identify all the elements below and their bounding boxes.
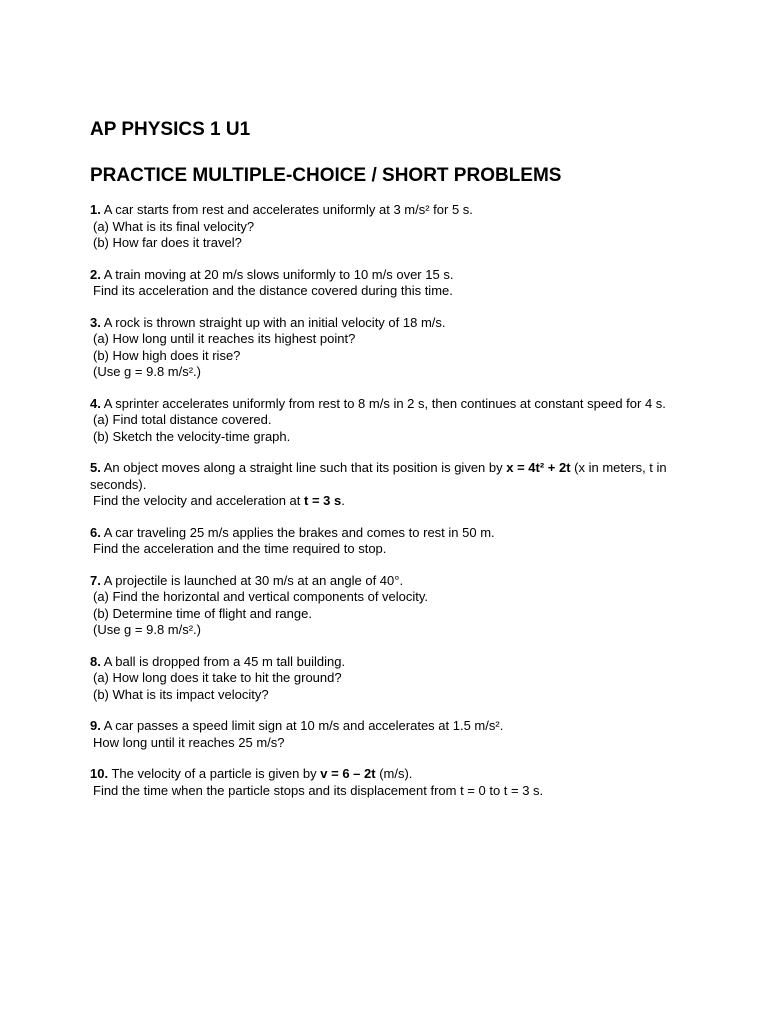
problem-stem	[90, 202, 690, 219]
problem-text: A rock is thrown straight up with an initial velocity of 18 m/s.	[100, 314, 446, 330]
problem-5	[90, 460, 690, 510]
problem-subpart: (Use g = 9.8 m/s².)	[93, 622, 201, 637]
problem-stem	[90, 766, 690, 783]
problem-2	[90, 267, 690, 300]
problem-subpart: (b) Determine time of flight and range.	[93, 605, 312, 621]
problem-number: 6.	[90, 524, 101, 540]
problem-7	[90, 573, 690, 639]
problem-subpart: Find the time when the particle stops and its displacement from t = 0 to t = 3 s.	[93, 782, 544, 798]
problem-number: 7.	[90, 572, 101, 588]
problem-subpart: Find its acceleration and the distance covered during this time.	[93, 283, 453, 298]
problem-subpart: (b) How high does it rise?	[93, 347, 241, 363]
problem-text: Find the velocity and acceleration at	[93, 493, 305, 508]
document-subtitle: PRACTICE MULTIPLE-CHOICE / SHORT PROBLEMS	[90, 165, 562, 186]
problem-number: 3.	[90, 314, 101, 330]
problem-text: A ball is dropped from a 45 m tall building.	[100, 653, 346, 669]
equation: v = 6 – 2t	[320, 766, 376, 781]
problem-number: 8.	[90, 653, 101, 669]
problem-text: An object moves along a straight line such that its position is given by	[100, 460, 507, 475]
problem-subpart: (b) Sketch the velocity-time graph.	[93, 428, 291, 444]
problem-stem	[90, 460, 690, 493]
problem-text: A car passes a speed limit sign at 10 m/s and accelerates at 1.5 m/s².	[100, 718, 504, 733]
problem-text: (m/s).	[375, 766, 413, 781]
problem-number: 4.	[90, 395, 101, 411]
problem-subpart: (a) How long does it take to hit the ground?	[93, 670, 342, 685]
problem-subpart: (a) Find total distance covered.	[93, 412, 272, 427]
problem-subpart: (a) Find the horizontal and vertical components of velocity.	[93, 589, 429, 604]
problem-subpart: How long until it reaches 25 m/s?	[93, 734, 285, 750]
document-content	[90, 118, 690, 814]
problem-stem	[90, 267, 690, 284]
problem-list	[90, 202, 690, 799]
equation: t = 3 s	[304, 493, 342, 508]
problem-subpart: (a) How long until it reaches its highest point?	[93, 331, 356, 346]
problem-number: 10.	[90, 766, 109, 781]
problem-stem	[90, 573, 690, 590]
problem-text: A sprinter accelerates uniformly from rest to 8 m/s in 2 s, then continues at constant speed for 4 s.	[100, 395, 666, 411]
problem-number: 5.	[90, 460, 101, 475]
problem-6	[90, 525, 690, 558]
problem-subpart: Find the acceleration and the time required to stop.	[93, 541, 387, 556]
equation: x = 4t² + 2t	[506, 460, 571, 475]
problem-text: (x in meters, t in seconds).	[90, 460, 667, 492]
problem-number: 2.	[90, 266, 101, 282]
problem-stem	[90, 718, 690, 735]
problem-text: The velocity of a particle is given by	[108, 766, 321, 781]
problem-3	[90, 315, 690, 381]
problem-stem	[90, 315, 690, 332]
problem-subpart: (b) How far does it travel?	[93, 235, 242, 250]
problem-text: A car starts from rest and accelerates uniformly at 3 m/s² for 5 s.	[100, 202, 473, 217]
problem-10	[90, 766, 690, 799]
document-title: AP PHYSICS 1 U1	[90, 119, 251, 140]
problem-number: 1.	[90, 202, 101, 217]
problem-1	[90, 202, 690, 252]
problem-subpart	[90, 493, 690, 510]
problem-text: A car traveling 25 m/s applies the brakes and comes to rest in 50 m.	[100, 524, 495, 540]
problem-subpart: (b) What is its impact velocity?	[93, 686, 269, 702]
problem-stem	[90, 396, 690, 413]
problem-8	[90, 654, 690, 704]
problem-4	[90, 396, 690, 446]
problem-stem	[90, 525, 690, 542]
problem-subpart: (a) What is its final velocity?	[93, 218, 255, 234]
problem-stem	[90, 654, 690, 671]
problem-9	[90, 718, 690, 751]
problem-number: 9.	[90, 718, 101, 733]
problem-text: A projectile is launched at 30 m/s at an angle of 40°.	[100, 572, 404, 588]
problem-subpart: (Use g = 9.8 m/s².)	[93, 364, 201, 379]
problem-text: A train moving at 20 m/s slows uniformly to 10 m/s over 15 s.	[100, 266, 454, 282]
problem-text: .	[341, 493, 345, 508]
